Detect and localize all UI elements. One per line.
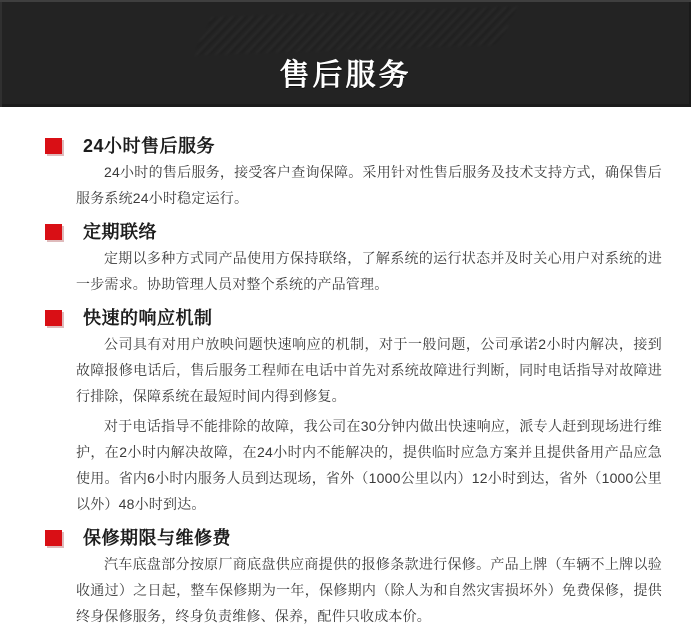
section-body [76, 551, 662, 629]
red-square-bullet-icon [45, 224, 62, 240]
section-header [45, 525, 691, 551]
section-title: 快速的响应机制 [83, 308, 213, 328]
section-header [45, 219, 691, 245]
section-header [45, 305, 691, 331]
section-paragraph: 定期以多种方式同产品使用方保持联络，了解系统的运行状态并及时关心用户对系统的进一步需求。协助管理人员对整个系统的产品管理。 [76, 250, 662, 292]
section-regular-contact [0, 219, 691, 297]
page-title: 售后服务 [279, 59, 412, 92]
section-warranty-fees [0, 525, 691, 629]
section-title: 定期联络 [83, 222, 157, 242]
section-body [76, 331, 662, 517]
section-paragraph: 公司具有对用户放映问题快速响应的机制，对于一般问题，公司承诺2小时内解决，接到故障报修电话后，售后服务工程师在电话中首先对系统故障进行判断，同时电话指导对故障进行排除，保障系统在最短时间内得到修复。 [76, 336, 662, 404]
red-square-bullet-icon [45, 530, 62, 546]
section-body [76, 245, 662, 297]
content [0, 107, 691, 629]
section-paragraph: 24小时的售后服务，接受客户查询保障。采用针对性售后服务及技术支持方式，确保售后服务系统24小时稳定运行。 [76, 164, 662, 206]
banner [0, 0, 691, 107]
section-24h-service [0, 133, 691, 211]
banner-watermark [193, 7, 517, 55]
section-fast-response [0, 305, 691, 517]
section-header [45, 133, 691, 159]
section-paragraph: 汽车底盘部分按原厂商底盘供应商提供的报修条款进行保修。产品上牌（车辆不上牌以验收通过）之日起，整车保修期为一年，保修期内（除人为和自然灾害损坏外）免费保修，提供终身保修服务，终身负责维修、保养，配件只收成本价。 [76, 556, 662, 624]
section-body [76, 159, 662, 211]
section-title: 保修期限与维修费 [83, 528, 231, 548]
red-square-bullet-icon [45, 310, 62, 326]
red-square-bullet-icon [45, 138, 62, 154]
section-paragraph: 对于电话指导不能排除的故障，我公司在30分钟内做出快速响应，派专人赶到现场进行维护，在2小时内解决故障，在24小时内不能解决的，提供临时应急方案并且提供备用产品应急使用。省内6小时内服务人员到达现场，省外（1000公里以内）12小时到达，省外（1000公里以外）48小时到达。 [76, 418, 662, 512]
section-title: 24小时售后服务 [83, 136, 216, 156]
